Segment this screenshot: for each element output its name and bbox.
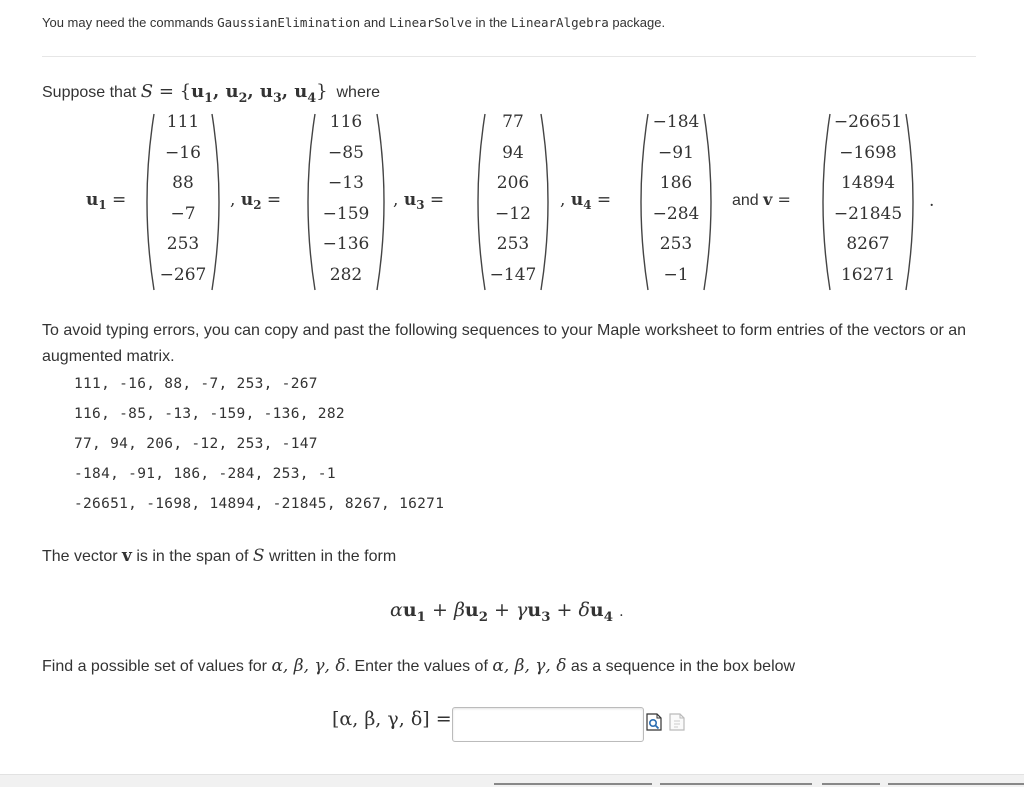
divider — [42, 56, 976, 57]
bottom-bar — [0, 774, 1024, 787]
matrix-entry: −136 — [322, 234, 370, 255]
find-instructions: Find a possible set of values for α, β, γ, δ. Enter the values of α, β, γ, δ as a sequence in the box below — [42, 656, 796, 676]
matrix-entry: 88 — [172, 173, 194, 194]
vector-label-u4: , $u_4$ = — [560, 190, 612, 213]
matrix-entry: 77 — [502, 112, 524, 132]
matrix-entry: 253 — [659, 234, 693, 255]
set-member: u — [191, 81, 205, 102]
left-paren — [641, 114, 648, 290]
bottom-tab[interactable] — [888, 783, 1024, 785]
hint-mid: and — [360, 15, 390, 30]
set-member: u — [225, 81, 239, 102]
right-paren — [377, 114, 384, 290]
hint-command-gaussian: GaussianElimination — [217, 15, 361, 30]
left-paren — [308, 114, 315, 290]
matrix-entry: −1698 — [839, 142, 897, 163]
matrix-entry: −91 — [658, 142, 694, 163]
set-member-sub: 3 — [272, 89, 282, 105]
hint-mid2: in the — [471, 15, 511, 30]
matrix-entry: −284 — [652, 203, 700, 224]
left-paren — [478, 114, 485, 290]
matrix-entry: 94 — [502, 142, 524, 163]
sequence-u4: -184, -91, 186, -284, 253, -1 — [74, 466, 336, 482]
matrix-u3 — [473, 112, 553, 292]
matrix-entry: 111 — [166, 112, 200, 132]
right-paren — [541, 114, 548, 290]
set-member: u — [294, 81, 308, 102]
matrix-entry: −85 — [328, 142, 364, 163]
matrix-v — [818, 112, 918, 292]
matrix-entry: 14894 — [840, 173, 896, 194]
vector-label-u1: $u_1$ = — [86, 190, 127, 213]
bottom-tab[interactable] — [494, 783, 652, 785]
sequence-v: -26651, -1698, 14894, -21845, 8267, 16271 — [74, 496, 445, 512]
sequence-u1: 111, -16, 88, -7, 253, -267 — [74, 376, 318, 392]
matrix-entry: −159 — [322, 203, 370, 224]
left-paren — [147, 114, 154, 290]
matrix-entry: −21845 — [833, 203, 903, 224]
right-paren — [704, 114, 711, 290]
matrix-entry: −26651 — [833, 112, 903, 132]
matrix-entry: −13 — [328, 173, 364, 194]
right-paren — [212, 114, 219, 290]
vector-label-v: and v = — [732, 190, 791, 209]
set-member-sub: 2 — [238, 89, 248, 105]
set-symbol: S — [140, 81, 154, 102]
sequence-u3: 77, 94, 206, -12, 253, -147 — [74, 436, 318, 452]
linear-combination: $\alpha u_1 + \beta u_2 + \gamma u_3 + \delta u_4$ . — [390, 599, 624, 625]
hint-command-linearsolve: LinearSolve — [389, 15, 472, 30]
suppose-statement: Suppose that $S = \{u_1$, $u_2$, $u_3$, $u_4$} where — [42, 81, 381, 105]
help-icon[interactable] — [669, 713, 685, 736]
set-member-sub: 4 — [307, 89, 317, 105]
right-paren — [906, 114, 913, 290]
hint-package: LinearAlgebra — [510, 15, 609, 30]
matrix-entry: −16 — [165, 142, 201, 163]
matrix-entry: −267 — [159, 265, 207, 285]
matrix-entry: 16271 — [840, 265, 896, 285]
suppose-prefix: Suppose that — [42, 84, 141, 101]
where-label: where — [336, 84, 381, 101]
vector-period: . — [929, 191, 935, 211]
set-member: u — [259, 81, 273, 102]
matrix-entry: 253 — [496, 234, 530, 255]
preview-icon[interactable] — [646, 713, 662, 736]
matrix-entry: 253 — [166, 234, 200, 255]
set-open: = { — [153, 81, 192, 102]
matrix-entry: −12 — [495, 203, 531, 224]
matrix-entry: −184 — [652, 112, 700, 132]
matrix-entry: 282 — [329, 265, 363, 285]
bottom-tab[interactable] — [822, 783, 880, 785]
answer-input[interactable] — [452, 707, 644, 742]
vector-label-u3: , $u_3$ = — [393, 190, 445, 213]
bottom-tab[interactable] — [660, 783, 812, 785]
matrix-u1 — [142, 112, 224, 292]
matrix-entry: −147 — [489, 265, 537, 285]
set-close: } — [316, 81, 328, 102]
answer-label: [α, β, γ, δ] = — [332, 708, 452, 730]
hint-suffix: package. — [608, 15, 666, 30]
matrix-entry: −1 — [663, 265, 689, 285]
matrix-entry: 186 — [659, 173, 693, 194]
vector-label-u2: , $u_2$ = — [230, 190, 282, 213]
sequence-u2: 116, -85, -13, -159, -136, 282 — [74, 406, 345, 422]
matrix-entry: 116 — [329, 112, 363, 132]
copy-instructions: To avoid typing errors, you can copy and past the following sequences to your Maple worksheet to form entries of the vectors or an augmented matrix. — [42, 322, 967, 365]
matrix-entry: 8267 — [846, 234, 890, 255]
set-member-sub: 1 — [204, 89, 213, 105]
matrix-entry: 206 — [496, 173, 530, 194]
matrix-entry: −7 — [170, 203, 196, 224]
hint-text — [42, 15, 665, 30]
matrix-u4 — [636, 112, 716, 292]
left-paren — [823, 114, 830, 290]
matrix-u2 — [303, 112, 389, 292]
span-statement: The vector v is in the span of S written in the form — [42, 546, 397, 566]
hint-prefix: You may need the commands — [42, 15, 218, 30]
